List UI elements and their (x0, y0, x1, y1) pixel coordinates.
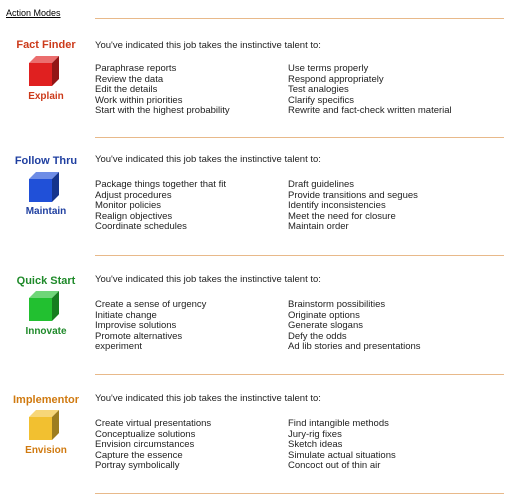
talent-item: Realign objectives (95, 210, 173, 222)
mode-subtitle: Envision (25, 445, 67, 456)
intro-text: You've indicated this job takes the instinctive talent to: (95, 154, 321, 165)
talent-item: Sketch ideas (288, 439, 343, 450)
mode-subtitle: Innovate (25, 326, 67, 337)
talent-item: Simulate actual situations (288, 449, 396, 461)
talent-item: Defy the odds (288, 330, 347, 342)
talent-item: Create virtual presentations (95, 418, 212, 429)
divider (95, 374, 504, 375)
intro-text: You've indicated this job takes the instinctive talent to: (95, 40, 321, 51)
talent-item: Paraphrase reports (95, 63, 177, 74)
talent-list-left (95, 64, 230, 117)
divider (95, 18, 504, 19)
talent-list-right (288, 180, 418, 233)
talent-item: Capture the essence (95, 449, 183, 461)
mode-title: Fact Finder (16, 39, 76, 51)
mode-title: Quick Start (16, 275, 76, 287)
talent-item: Edit the details (95, 84, 158, 95)
mode-title: Follow Thru (14, 155, 78, 167)
talent-item: Find intangible methods (288, 418, 389, 429)
blue-cube-icon (27, 170, 61, 204)
talent-list-right (288, 419, 396, 472)
talent-item: Draft guidelines (288, 179, 355, 190)
talent-item: Coordinate schedules (95, 221, 187, 232)
talent-list-left (95, 419, 211, 472)
talent-item: Respond appropriately (288, 73, 384, 85)
talent-item: Work within priorities (95, 94, 183, 106)
talent-item: Use terms properly (288, 63, 369, 74)
talent-item: Generate slogans (288, 320, 363, 331)
talent-item: Conceptualize solutions (95, 428, 196, 440)
talent-list-right (288, 300, 421, 353)
yellow-cube-icon (27, 408, 61, 442)
talent-item: Improvise solutions (95, 320, 177, 331)
talent-item: Test analogies (288, 84, 349, 95)
talent-item: Brainstorm possibilities (288, 299, 386, 310)
talent-item: Adjust procedures (95, 189, 172, 201)
talent-item: Review the data (95, 73, 164, 85)
talent-item: Rewrite and fact-check written material (288, 105, 452, 116)
divider (95, 255, 504, 256)
talent-list-left (95, 180, 226, 233)
talent-item: experiment (95, 341, 142, 352)
action-modes-link[interactable]: Action Modes (6, 8, 61, 18)
talent-item: Clarify specifics (288, 94, 354, 106)
talent-item: Package things together that fit (95, 179, 226, 190)
green-cube-icon (27, 289, 61, 323)
talent-item: Monitor policies (95, 200, 161, 211)
talent-item: Jury-rig fixes (288, 428, 342, 440)
divider (95, 137, 504, 138)
talent-item: Identify inconsistencies (288, 200, 386, 211)
talent-item: Provide transitions and segues (288, 189, 418, 201)
divider (95, 493, 504, 494)
talent-item: Envision circumstances (95, 439, 195, 450)
talent-item: Start with the highest probability (95, 105, 230, 116)
talent-item: Ad lib stories and presentations (288, 341, 421, 352)
intro-text: You've indicated this job takes the instinctive talent to: (95, 274, 321, 285)
mode-subtitle: Maintain (25, 206, 67, 217)
talent-item: Initiate change (95, 309, 157, 321)
talent-item: Meet the need for closure (288, 210, 396, 222)
talent-item: Promote alternatives (95, 330, 183, 342)
intro-text: You've indicated this job takes the instinctive talent to: (95, 393, 321, 404)
mode-title: Implementor (12, 394, 79, 406)
red-cube-icon (27, 54, 61, 88)
talent-item: Originate options (288, 309, 360, 321)
talent-item: Maintain order (288, 221, 349, 232)
talent-item: Create a sense of urgency (95, 299, 207, 310)
talent-item: Concoct out of thin air (288, 460, 381, 471)
talent-list-left (95, 300, 206, 353)
talent-item: Portray symbolically (95, 460, 180, 471)
mode-subtitle: Explain (28, 91, 64, 102)
talent-list-right (288, 64, 452, 117)
